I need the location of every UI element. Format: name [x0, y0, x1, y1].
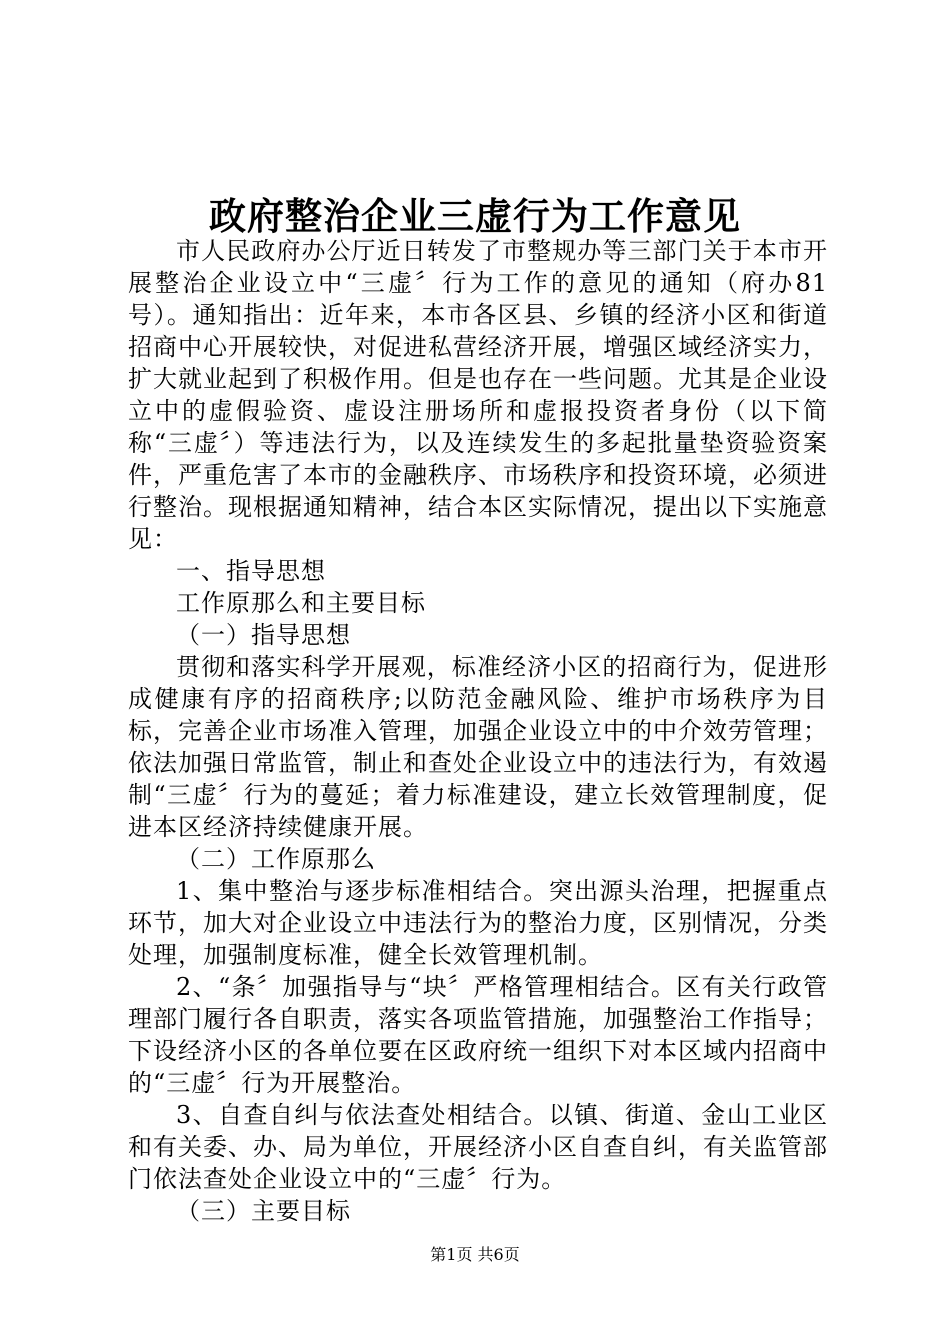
subheading-guiding-thought: （一）指导思想 — [176, 621, 351, 649]
paragraph-principle-1: 1、集中整治与逐步标准相结合。突出源头治理，把握重点环节，加大对企业设立中违法行为的整治力度，区别情况，分类处理，加强制度标准，健全长效管理机制。 — [128, 877, 828, 969]
page-footer: 第1页 共6页 — [430, 1245, 520, 1264]
heading-guiding-thought: 一、指导思想 — [176, 557, 326, 585]
paragraph-intro: 市人民政府办公厅近日转发了市整规办等三部门关于本市开展整治企业设立中“三虚〞行为工作的意见的通知（府办81号）。通知指出：近年来，本市各区县、乡镇的经济小区和街道招商中心开展较快，对促进私营经济开展，增强区域经济实力，扩大就业起到了积极作用。但是也存在一些问题。尤其是企业设立中的虚假验资、虚设注册场所和虚报投资者身份（以下简称“三虚〞）等违法行为，以及连续发生的多起批量垫资验资案件，严重危害了本市的金融秩序、市场秩序和投资环境，必须进行整治。现根据通知精神，结合本区实际情况，提出以下实施意见： — [128, 237, 828, 553]
paragraph-principle-3: 3、自查自纠与依法查处相结合。以镇、街道、金山工业区和有关委、办、局为单位，开展经济小区自查自纠，有关监管部门依法查处企业设立中的“三虚〞行为。 — [128, 1101, 828, 1193]
heading-principles-goals: 工作原那么和主要目标 — [176, 589, 426, 617]
document-body — [128, 235, 828, 1227]
paragraph-principle-2: 2、“条〞加强指导与“块〞严格管理相结合。区有关行政管理部门履行各自职责，落实各项监管措施，加强整治工作指导；下设经济小区的各单位要在区政府统一组织下对本区域内招商中的“三虚〞行为开展整治。 — [128, 973, 828, 1097]
document-title: 政府整治企业三虚行为工作意见 — [209, 194, 741, 238]
subheading-work-principles: （二）工作原那么 — [176, 845, 376, 873]
paragraph-guiding-thought: 贯彻和落实科学开展观，标准经济小区的招商行为，促进形成健康有序的招商秩序;以防范金融风险、维护市场秩序为目标，完善企业市场准入管理，加强企业设立中的中介效劳管理；依法加强日常监管，制止和查处企业设立中的违法行为，有效遏制“三虚〞行为的蔓延；着力标准建设，建立长效管理制度，促进本区经济持续健康开展。 — [128, 653, 828, 841]
subheading-main-goals: （三）主要目标 — [176, 1197, 351, 1225]
